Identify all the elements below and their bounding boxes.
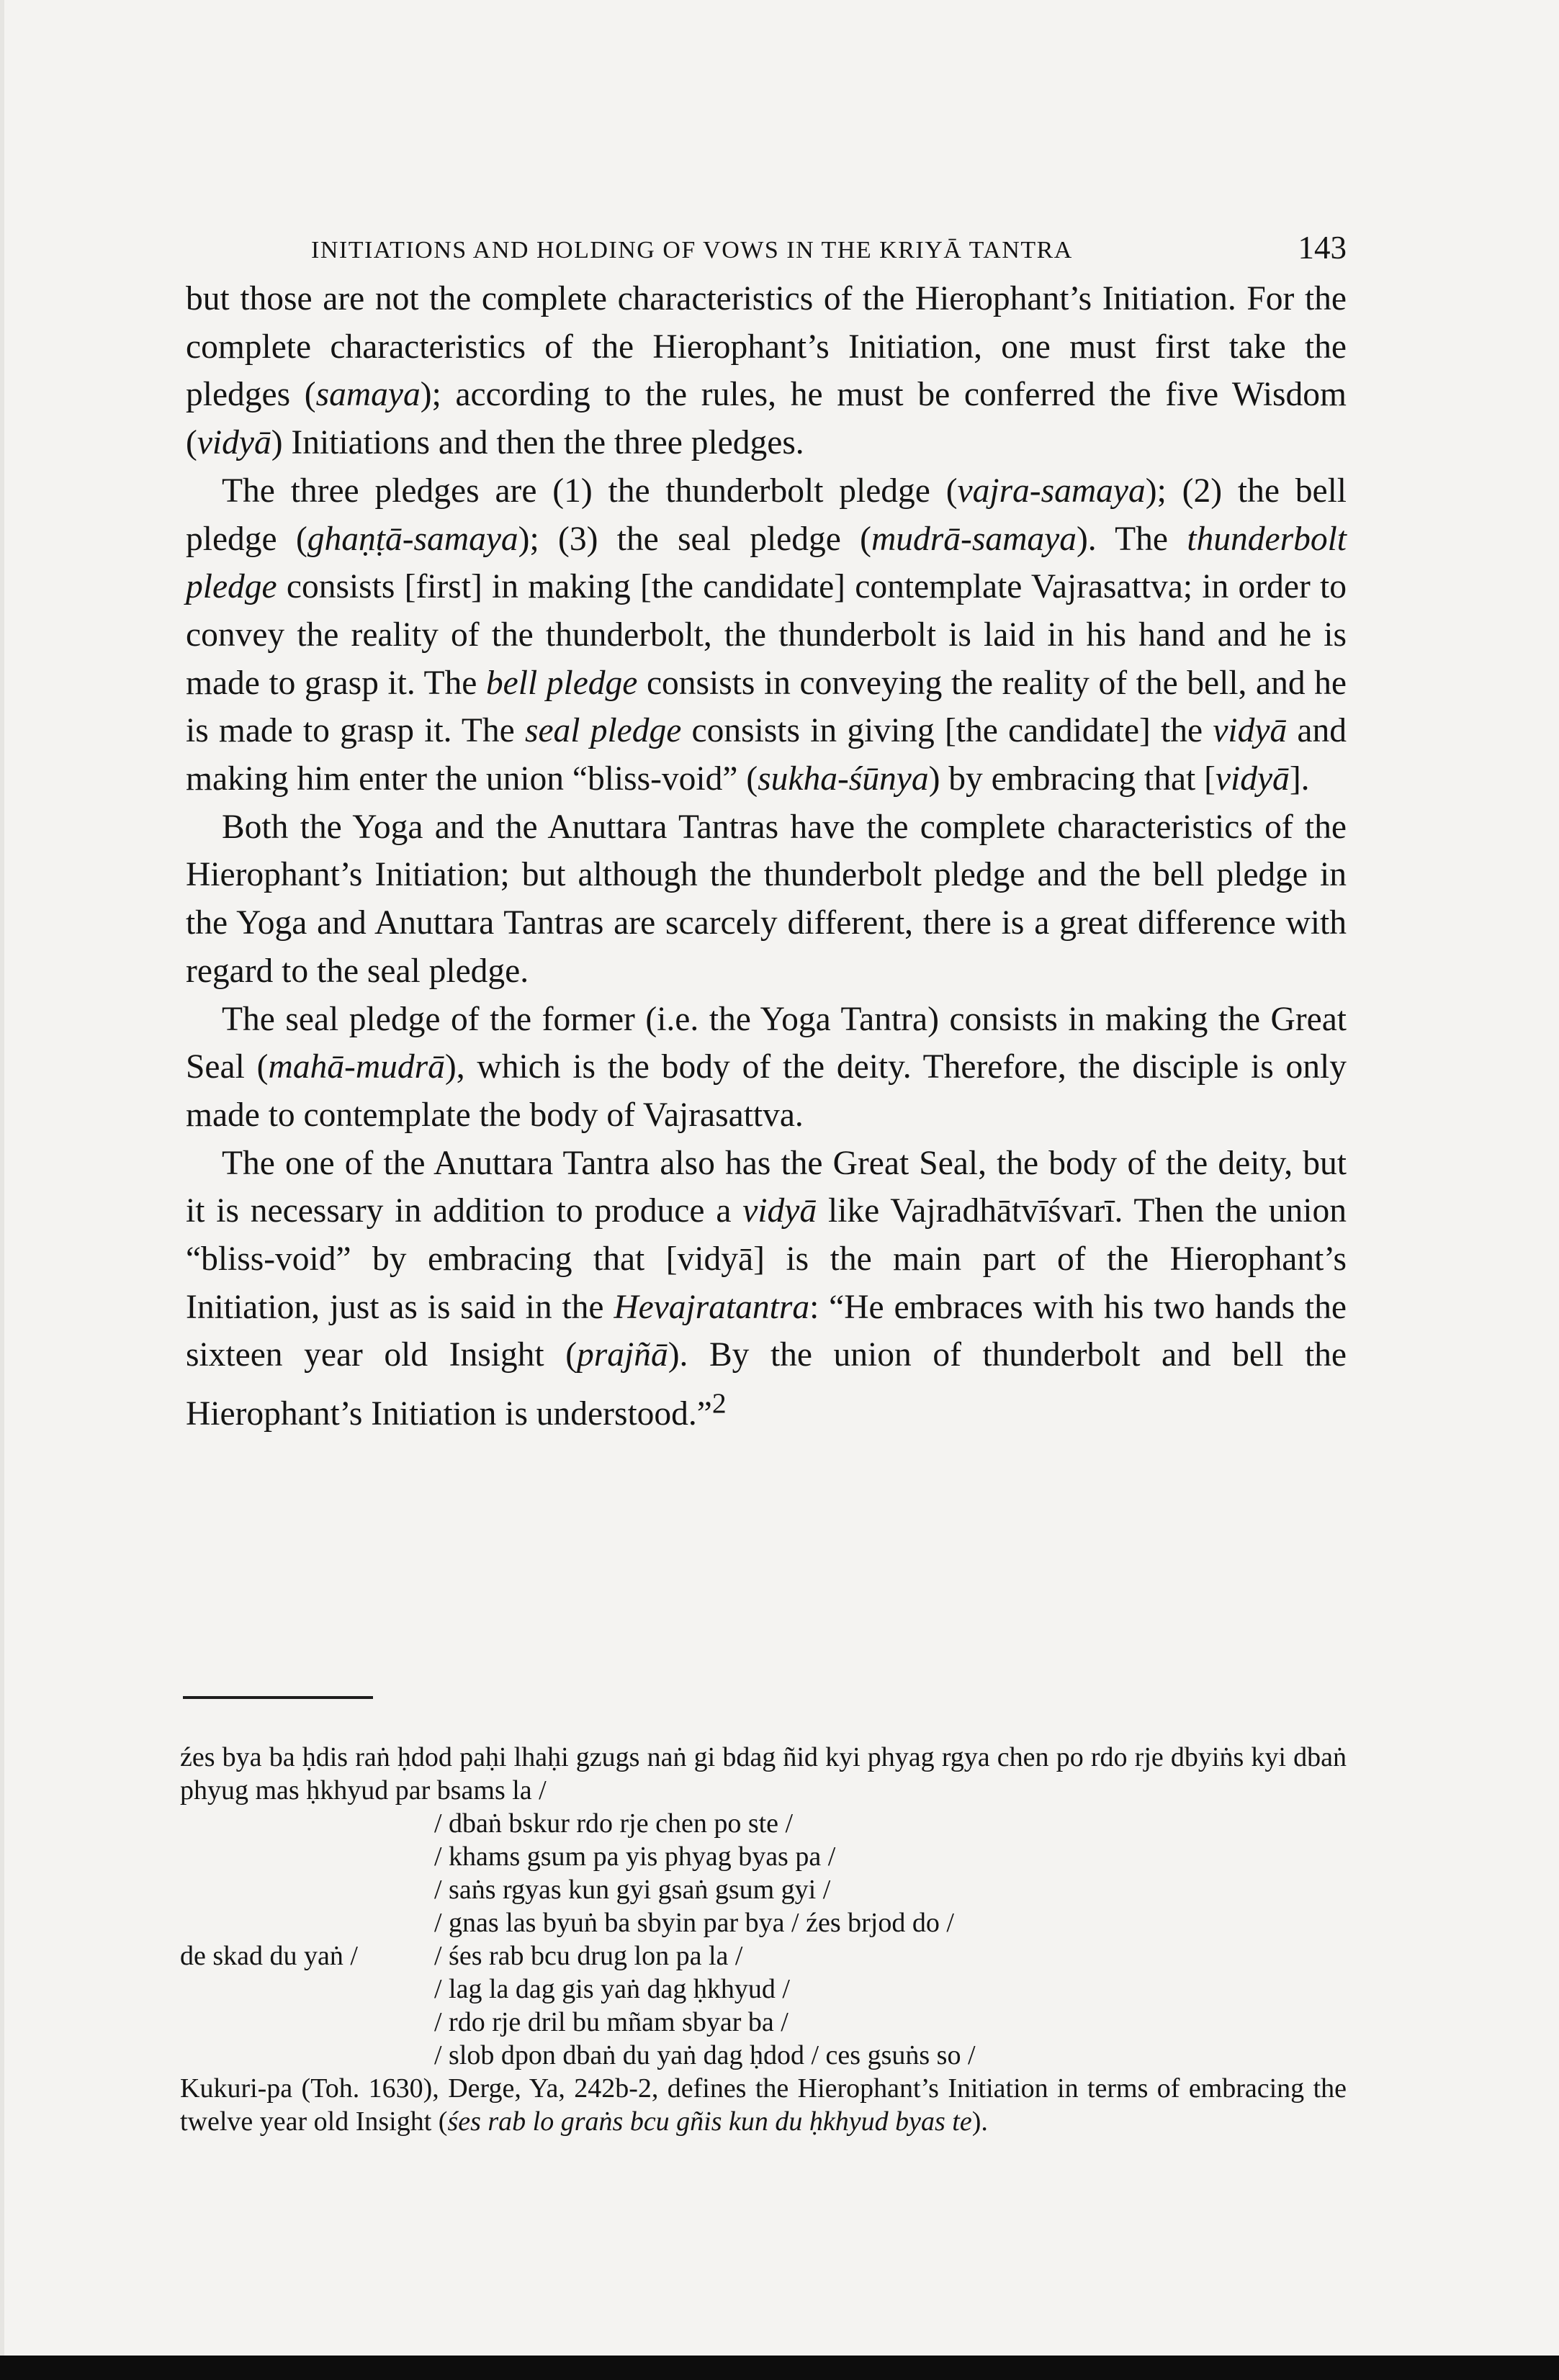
verse-lead: de skad du yaṅ / [180, 1941, 358, 1971]
running-title: INITIATIONS AND HOLDING OF VOWS IN THE KRIYĀ TANTRA [311, 237, 1073, 263]
verse-line: / saṅs rgyas kun gyi gsaṅ gsum gyi / [434, 1875, 831, 1905]
verse-line-with-lead [180, 1939, 1347, 1973]
verse-line: / dbaṅ bskur rdo rje chen po ste / [434, 1808, 794, 1839]
verse-line: / lag la dag gis yaṅ dag ḥkhyud / [434, 1974, 790, 2004]
footnote-divider [183, 1696, 373, 1699]
running-header [311, 215, 1347, 265]
paragraph-2: The three pledges are (1) the thunderbolt pledge (vajra-samaya); (2) the bell pledge (ghaṇṭā-samaya); (3) the seal pledge (mudrā-samaya). The thunderbolt pledge consists [first] in making [the candidate] contemplate Vajrasattva; in order to convey the reality of the thunderbolt, the thunderbolt is laid in his hand and he is made to grasp it. The bell pledge consists in conveying the reality of the bell, and he is made to grasp it. The seal pledge consists in giving [the candidate] the vidyā and making him enter the union “bliss-void” (sukha-śūnya) by embracing that [vidyā]. [186, 472, 1347, 798]
footnote [180, 1741, 1347, 2138]
verse-line: / khams gsum pa yis phyag byas pa / [434, 1842, 836, 1872]
page-left-edge [0, 0, 4, 2380]
verse-line: / slob dpon dbaṅ du yaṅ dag ḥdod / ces gsuṅs so / [434, 2040, 976, 2070]
footnote-intro: źes bya ba ḥdis raṅ ḥdod paḥi lhaḥi gzugs naṅ gi bdag ñid kyi phyag rgya chen po rdo rje dbyiṅs kyi dbaṅ phyug mas ḥkhyud par bsams la / [180, 1742, 1347, 1806]
footnote-outro: Kukuri-pa (Toh. 1630), Derge, Ya, 242b-2, defines the Hierophant’s Initiation in terms of embracing the twelve year old Insight (śes rab lo graṅs bcu gñis kun du ḥkhyud byas te). [180, 2073, 1347, 2137]
verse-line: / rdo rje dril bu mñam sbyar ba / [434, 2007, 789, 2037]
paragraph-3: Both the Yoga and the Anuttara Tantras have the complete characteristics of the Hierophant’s Initiation; but although the thunderbolt pledge and the bell pledge in the Yoga and Anuttara Tantras are scarcely different, there is a great difference with regard to the seal pledge. [186, 808, 1347, 990]
paragraph-4: The seal pledge of the former (i.e. the Yoga Tantra) consists in making the Great Seal (mahā-mudrā), which is the body of the deity. Therefore, the disciple is only made to contemplate the body of Vajrasattva. [186, 1000, 1347, 1134]
main-text [186, 275, 1347, 1438]
verse-line: / gnas las byuṅ ba sbyin par bya / źes brjod do / [434, 1908, 954, 1938]
scan-bottom-edge [0, 2356, 1559, 2380]
footnote-marker[interactable]: 2 [711, 1387, 727, 1420]
paragraph-5: The one of the Anuttara Tantra also has the Great Seal, the body of the deity, but it is necessary in addition to produce a vidyā like Vajradhātvīśvarī. Then the union “bliss-void” by embracing that [vidyā] is the main part of the Hierophant’s Initiation, just as is said in the Hevajratantra: “He embraces with his two hands the sixteen year old Insight (prajñā). By the union of thunderbolt and bell the Hierophant’s Initiation is understood.”$^2$ [186, 1144, 1347, 1433]
verse-text: / śes rab bcu drug lon pa la / [434, 1941, 743, 1971]
paragraph-1: but those are not the complete characteristics of the Hierophant’s Initiation. For the complete characteristics of the Hierophant’s Initiation, one must first take the pledges (samaya); according to the rules, he must be conferred the five Wisdom (vidyā) Initiations and then the three pledges. [186, 280, 1347, 462]
page-number: 143 [1298, 230, 1347, 266]
